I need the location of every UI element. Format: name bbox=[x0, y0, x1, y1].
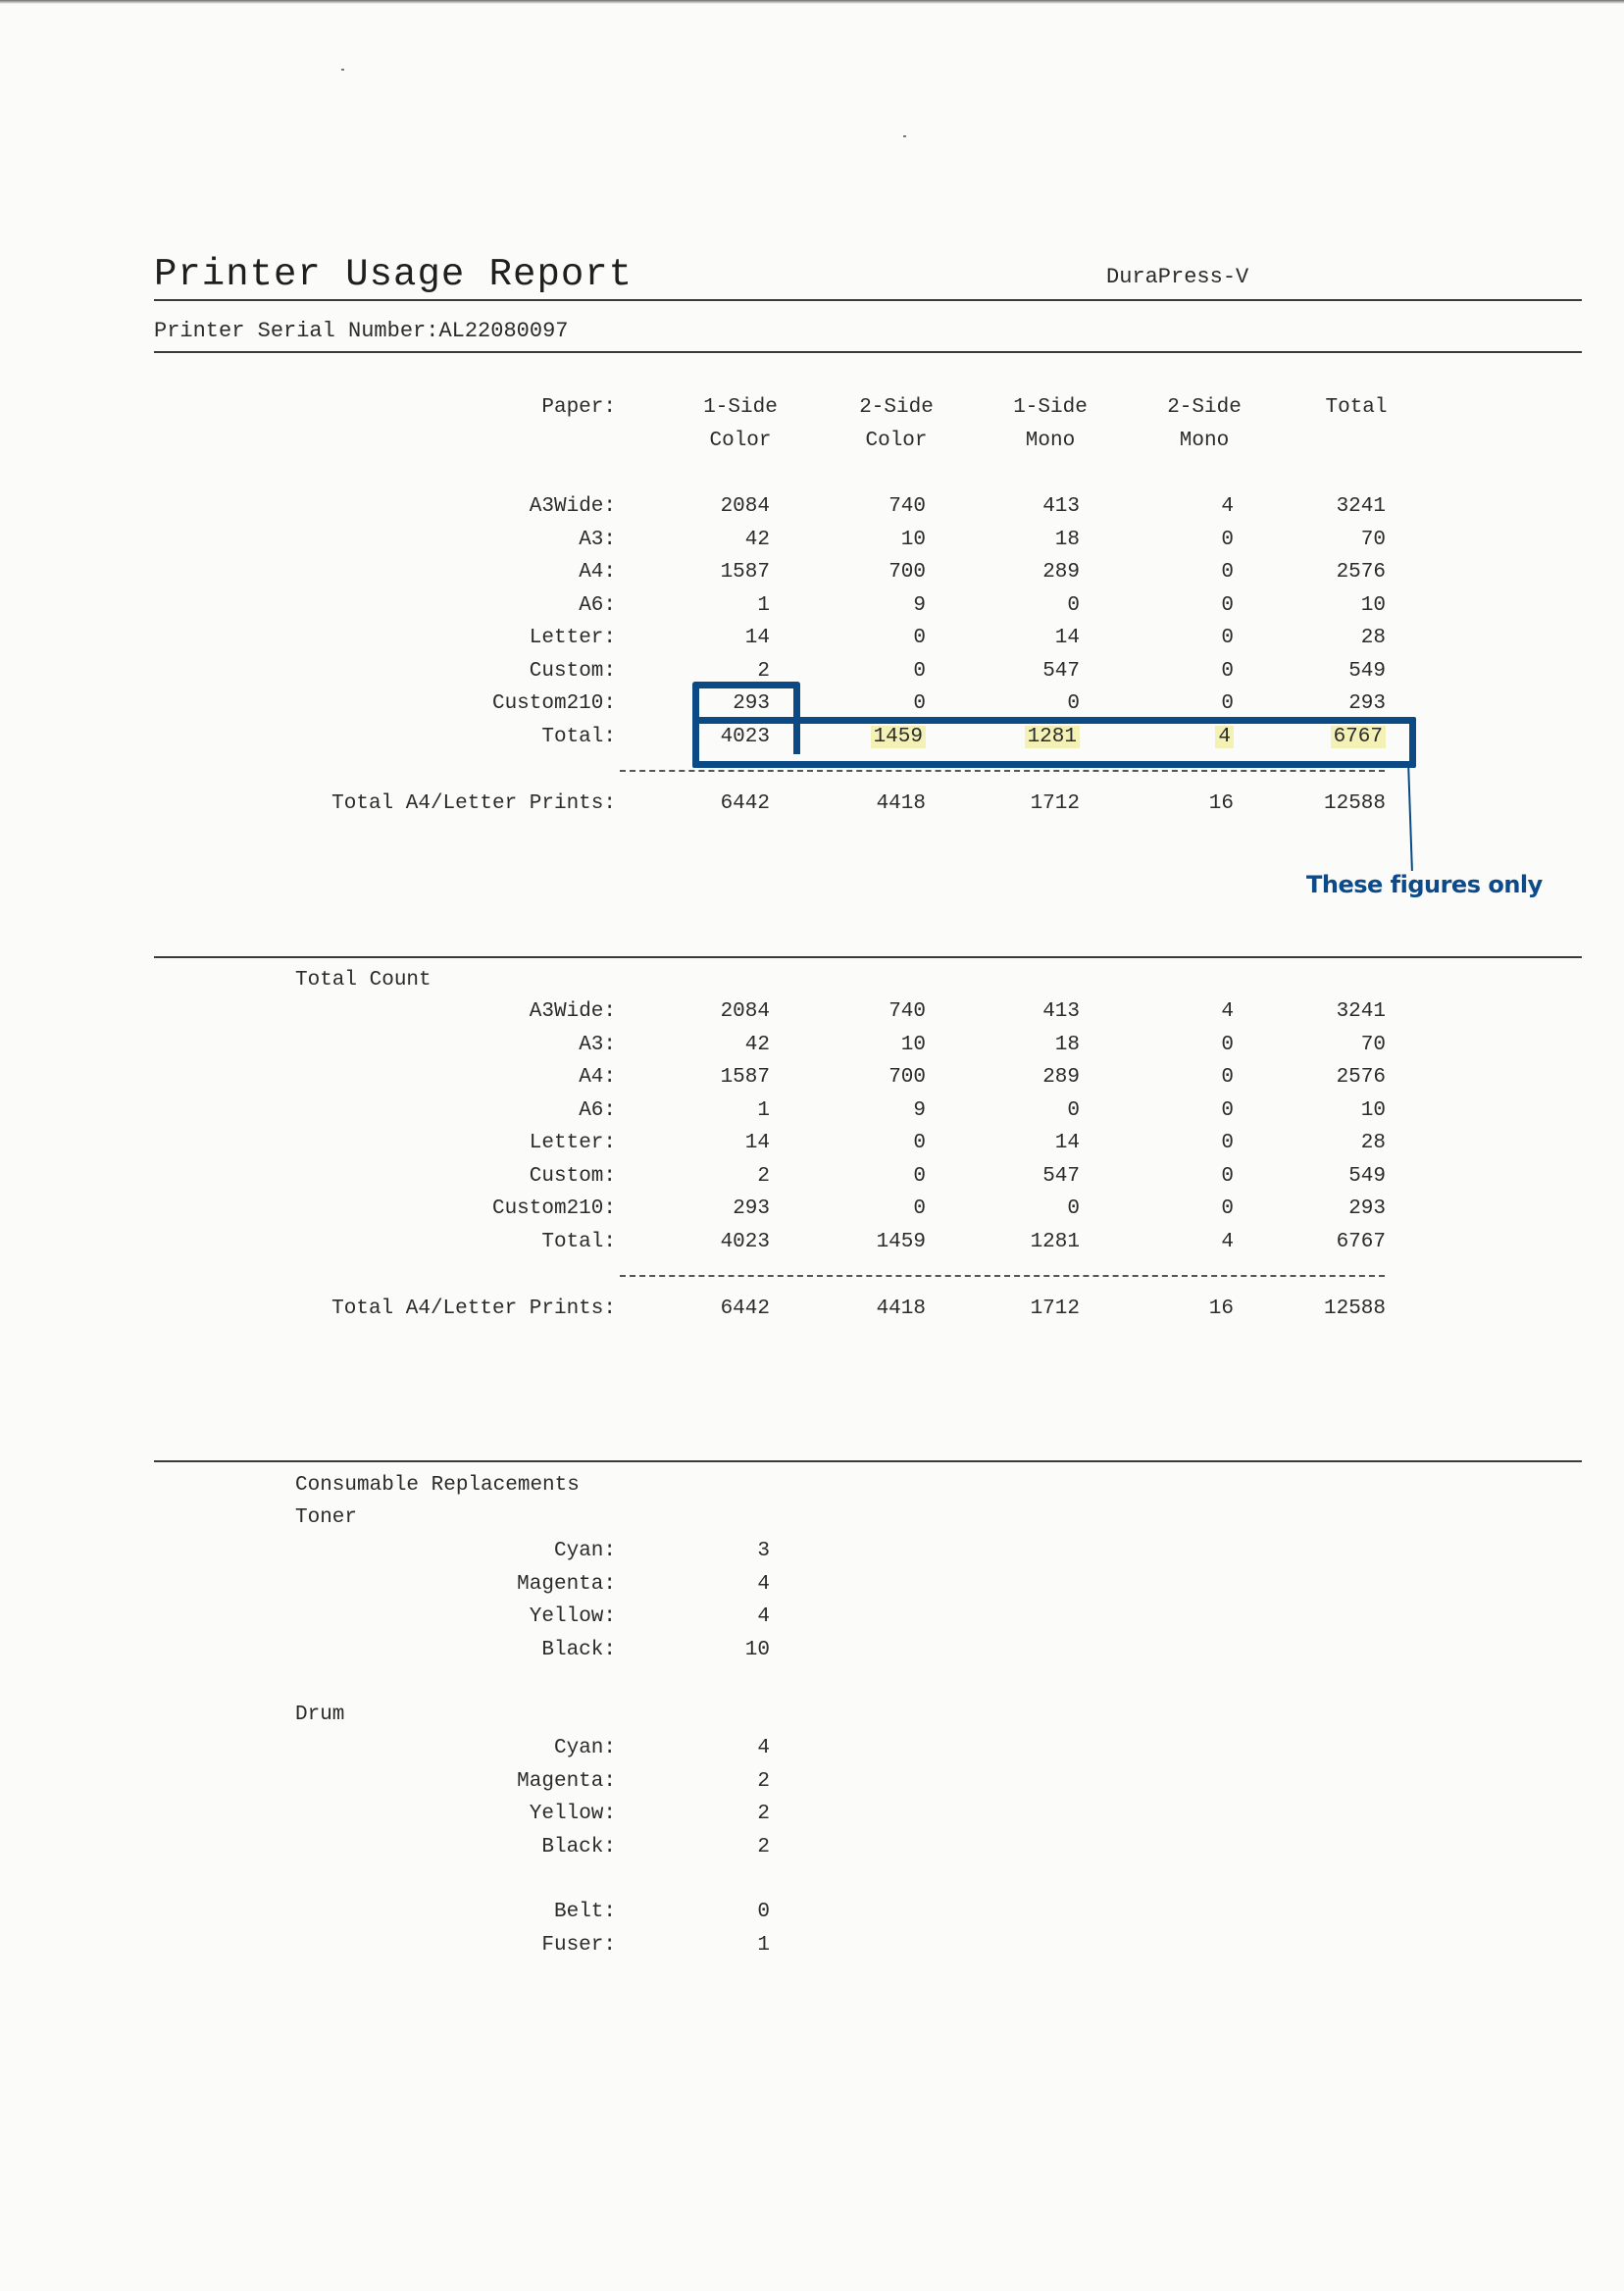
cell-value: 1 bbox=[757, 1098, 770, 1122]
serial-rule bbox=[154, 351, 1582, 353]
table-cell bbox=[1096, 1127, 1234, 1160]
table-cell bbox=[788, 622, 926, 655]
row-label: A3Wide: bbox=[529, 1000, 616, 1023]
consumable-label: Fuser: bbox=[541, 1933, 616, 1957]
cell-value: 740 bbox=[888, 1000, 926, 1023]
cell-value: 0 bbox=[1221, 1164, 1234, 1188]
table-cell bbox=[942, 1160, 1080, 1194]
row-label: Custom210: bbox=[491, 692, 616, 715]
table-cell bbox=[1248, 1095, 1386, 1128]
table-cell bbox=[942, 1029, 1080, 1062]
row-label: Total: bbox=[541, 725, 616, 748]
table-cell bbox=[788, 556, 926, 589]
cell-value: 1281 bbox=[1030, 1230, 1080, 1253]
table-cell bbox=[942, 1193, 1080, 1226]
table-cell bbox=[788, 589, 926, 623]
cell-value: 0 bbox=[913, 1197, 926, 1220]
table-cell bbox=[1096, 589, 1234, 623]
drum-label: Black: bbox=[541, 1835, 616, 1858]
table-cell bbox=[788, 1061, 926, 1095]
table-cell bbox=[942, 655, 1080, 688]
page-top-edge bbox=[0, 0, 1624, 4]
section-rule-consumables bbox=[154, 1460, 1582, 1462]
total-count-heading: Total Count bbox=[295, 969, 431, 992]
table-cell bbox=[1096, 556, 1234, 589]
cell-value: 12588 bbox=[1323, 1298, 1386, 1320]
table-cell bbox=[942, 589, 1080, 623]
cell-value: 2 bbox=[757, 1164, 770, 1188]
cell-value: 3241 bbox=[1336, 495, 1386, 518]
toner-label: Yellow: bbox=[529, 1605, 616, 1628]
consumables-heading: Consumable Replacements bbox=[295, 1474, 580, 1497]
column-header: Color bbox=[709, 430, 772, 452]
table-cell bbox=[1096, 1293, 1234, 1326]
cell-value: 1712 bbox=[1030, 1298, 1080, 1320]
row-label: Custom: bbox=[529, 1164, 616, 1188]
table-cell bbox=[1096, 1095, 1234, 1128]
table-cell bbox=[633, 1765, 770, 1799]
column-header: 1-Side bbox=[703, 396, 778, 419]
table-cell bbox=[633, 995, 770, 1029]
table-cell bbox=[633, 788, 770, 821]
table-cell bbox=[633, 1732, 770, 1765]
column-header: 2-Side bbox=[859, 396, 934, 419]
cell-value: 0 bbox=[1221, 1066, 1234, 1089]
table-cell bbox=[942, 995, 1080, 1029]
cell-value: 6767 bbox=[1336, 1230, 1386, 1253]
table-cell bbox=[1096, 687, 1234, 721]
column-header: Mono bbox=[1179, 430, 1230, 452]
cell-value: 2 bbox=[757, 1803, 770, 1825]
cell-value: 0 bbox=[1221, 528, 1234, 551]
cell-value: 289 bbox=[1042, 561, 1080, 584]
table-cell bbox=[633, 1193, 770, 1226]
cell-value: 0 bbox=[913, 692, 926, 715]
table-cell bbox=[633, 1293, 770, 1326]
table-cell bbox=[788, 1127, 926, 1160]
cell-value: 10 bbox=[1360, 1098, 1386, 1122]
total-a4-label: Total A4/Letter Prints: bbox=[331, 792, 616, 815]
drum-label: Cyan: bbox=[553, 1737, 616, 1759]
cell-value: 4 bbox=[757, 1572, 770, 1596]
table-cell bbox=[788, 1160, 926, 1194]
table-cell bbox=[788, 1193, 926, 1226]
table-cell bbox=[633, 1029, 770, 1062]
column-header: Mono bbox=[1025, 430, 1076, 452]
cell-value: 700 bbox=[888, 561, 926, 584]
serial-number: Printer Serial Number:AL22080097 bbox=[154, 319, 569, 343]
row-label: A6: bbox=[579, 1098, 616, 1122]
table-cell bbox=[633, 1798, 770, 1831]
cell-value: 0 bbox=[913, 659, 926, 683]
cell-value: 14 bbox=[1054, 627, 1080, 649]
table-cell bbox=[1248, 687, 1386, 721]
table-cell bbox=[942, 687, 1080, 721]
cell-value: 6442 bbox=[720, 1298, 770, 1320]
column-header: Color bbox=[865, 430, 928, 452]
cell-value: 0 bbox=[1067, 1197, 1080, 1220]
table-cell bbox=[1248, 524, 1386, 557]
cell-value: 28 bbox=[1360, 1132, 1386, 1154]
table-cell bbox=[1096, 995, 1234, 1029]
table-cell bbox=[633, 1896, 770, 1929]
cell-value: 1587 bbox=[720, 1066, 770, 1089]
table-cell bbox=[1248, 788, 1386, 821]
cell-value: 9 bbox=[913, 593, 926, 617]
toner-label: Cyan: bbox=[553, 1540, 616, 1562]
table-cell bbox=[1248, 655, 1386, 688]
table-cell bbox=[788, 524, 926, 557]
cell-value: 0 bbox=[1221, 692, 1234, 715]
cell-value: 2084 bbox=[720, 1000, 770, 1023]
cell-value: 2 bbox=[757, 1769, 770, 1793]
cell-value: 4418 bbox=[876, 1298, 926, 1320]
cell-value: 0 bbox=[1067, 692, 1080, 715]
annotation-box-totals bbox=[692, 717, 1416, 768]
cell-value: 2084 bbox=[720, 495, 770, 518]
table-cell bbox=[1248, 1127, 1386, 1160]
toner-label: Black: bbox=[541, 1638, 616, 1661]
cell-value: 4023 bbox=[720, 1230, 770, 1253]
drum-label: Yellow: bbox=[529, 1803, 616, 1825]
row-label: A4: bbox=[579, 1066, 616, 1089]
table-cell bbox=[788, 1095, 926, 1128]
cell-value: 12588 bbox=[1323, 792, 1386, 815]
table-cell bbox=[1096, 1061, 1234, 1095]
cell-value: 1459 bbox=[876, 1230, 926, 1253]
row-label: A3: bbox=[579, 528, 616, 551]
table-cell bbox=[788, 995, 926, 1029]
table-cell bbox=[633, 1831, 770, 1864]
table-cell bbox=[942, 556, 1080, 589]
cell-value: 1 bbox=[757, 1933, 770, 1957]
cell-value: 18 bbox=[1054, 528, 1080, 551]
table-cell bbox=[633, 589, 770, 623]
cell-value: 740 bbox=[888, 495, 926, 518]
cell-value: 0 bbox=[1221, 1098, 1234, 1122]
cell-value: 700 bbox=[888, 1066, 926, 1089]
table-cell bbox=[788, 655, 926, 688]
cell-value: 0 bbox=[1221, 627, 1234, 649]
report-title: Printer Usage Report bbox=[154, 253, 634, 296]
table-cell bbox=[633, 1226, 770, 1259]
column-header: 1-Side bbox=[1013, 396, 1088, 419]
cell-value: 293 bbox=[733, 1197, 770, 1220]
cell-value: 2 bbox=[757, 659, 770, 683]
cell-value: 293 bbox=[1348, 692, 1386, 715]
column-header: 2-Side bbox=[1167, 396, 1242, 419]
table-cell bbox=[1248, 995, 1386, 1029]
header-rule bbox=[154, 299, 1582, 301]
cell-value: 547 bbox=[1042, 659, 1080, 683]
annotation-leader-line bbox=[1407, 761, 1413, 871]
table-cell bbox=[942, 490, 1080, 524]
dashed-separator bbox=[620, 1275, 1385, 1277]
column-header: Total bbox=[1325, 396, 1388, 419]
cell-value: 6442 bbox=[720, 792, 770, 815]
table-cell bbox=[1096, 524, 1234, 557]
table-cell bbox=[942, 1061, 1080, 1095]
table-cell bbox=[633, 1601, 770, 1634]
table-cell bbox=[788, 1293, 926, 1326]
cell-value: 9 bbox=[913, 1098, 926, 1122]
cell-value: 1 bbox=[757, 593, 770, 617]
cell-value: 10 bbox=[744, 1638, 770, 1661]
cell-value: 4 bbox=[1215, 726, 1234, 748]
table-cell bbox=[1248, 1293, 1386, 1326]
table-cell bbox=[942, 1127, 1080, 1160]
table-cell bbox=[633, 1929, 770, 1962]
toner-label: Magenta: bbox=[517, 1572, 616, 1596]
cell-value: 4418 bbox=[876, 792, 926, 815]
cell-value: 0 bbox=[913, 1164, 926, 1188]
cell-value: 413 bbox=[1042, 495, 1080, 518]
cell-value: 42 bbox=[744, 1033, 770, 1056]
cell-value: 0 bbox=[913, 1132, 926, 1154]
cell-value: 18 bbox=[1054, 1033, 1080, 1056]
table-cell bbox=[1248, 1193, 1386, 1226]
table-cell bbox=[942, 622, 1080, 655]
consumable-label: Belt: bbox=[553, 1901, 616, 1923]
row-label: Letter: bbox=[529, 627, 616, 649]
table-cell bbox=[1248, 589, 1386, 623]
table-cell bbox=[633, 1061, 770, 1095]
table-cell bbox=[633, 1127, 770, 1160]
cell-value: 10 bbox=[1360, 593, 1386, 617]
cell-value: 0 bbox=[1221, 593, 1234, 617]
drum-heading: Drum bbox=[295, 1704, 345, 1726]
table-cell bbox=[942, 1226, 1080, 1259]
table-cell bbox=[1096, 655, 1234, 688]
cell-value: 14 bbox=[744, 1132, 770, 1154]
total-a4-label: Total A4/Letter Prints: bbox=[331, 1298, 616, 1320]
table-cell bbox=[788, 687, 926, 721]
cell-value: 4023 bbox=[720, 725, 770, 748]
cell-value: 0 bbox=[757, 1901, 770, 1923]
cell-value: 4 bbox=[1221, 1230, 1234, 1253]
annotation-text: These figures only bbox=[1306, 871, 1543, 898]
cell-value: 1587 bbox=[720, 561, 770, 584]
dashed-separator bbox=[620, 770, 1385, 772]
table-cell bbox=[1096, 1029, 1234, 1062]
cell-value: 0 bbox=[1221, 1197, 1234, 1220]
cell-value: 293 bbox=[733, 692, 770, 715]
cell-value: 1712 bbox=[1030, 792, 1080, 815]
table-cell bbox=[788, 1226, 926, 1259]
table-cell bbox=[633, 1568, 770, 1602]
row-label: Custom210: bbox=[491, 1197, 616, 1220]
cell-value: 6767 bbox=[1331, 726, 1386, 748]
table-cell bbox=[1248, 1061, 1386, 1095]
table-cell bbox=[1248, 490, 1386, 524]
cell-value: 0 bbox=[1221, 1033, 1234, 1056]
table-cell bbox=[1096, 1226, 1234, 1259]
table-cell bbox=[633, 1095, 770, 1128]
table-cell bbox=[788, 490, 926, 524]
cell-value: 0 bbox=[913, 627, 926, 649]
table-cell bbox=[942, 1095, 1080, 1128]
cell-value: 4 bbox=[1221, 495, 1234, 518]
table-cell bbox=[1096, 1160, 1234, 1194]
table-cell bbox=[633, 1634, 770, 1667]
cell-value: 42 bbox=[744, 528, 770, 551]
table-cell bbox=[788, 1029, 926, 1062]
cell-value: 16 bbox=[1208, 792, 1234, 815]
cell-value: 2 bbox=[757, 1835, 770, 1858]
cell-value: 28 bbox=[1360, 627, 1386, 649]
cell-value: 1281 bbox=[1025, 726, 1080, 748]
table-cell bbox=[1096, 1193, 1234, 1226]
table-cell bbox=[633, 1160, 770, 1194]
cell-value: 2576 bbox=[1336, 1066, 1386, 1089]
cell-value: 549 bbox=[1348, 1164, 1386, 1188]
scan-speck bbox=[341, 69, 344, 71]
section-rule-total-count bbox=[154, 956, 1582, 958]
table-cell bbox=[788, 788, 926, 821]
table-cell bbox=[1248, 622, 1386, 655]
cell-value: 0 bbox=[1067, 1098, 1080, 1122]
row-label: A3: bbox=[579, 1033, 616, 1056]
table-cell bbox=[1248, 1160, 1386, 1194]
cell-value: 10 bbox=[900, 528, 926, 551]
table-cell bbox=[942, 788, 1080, 821]
table-cell bbox=[633, 524, 770, 557]
toner-heading: Toner bbox=[295, 1506, 358, 1529]
cell-value: 4 bbox=[1221, 1000, 1234, 1023]
table-cell bbox=[1096, 622, 1234, 655]
cell-value: 10 bbox=[900, 1033, 926, 1056]
cell-value: 3 bbox=[757, 1540, 770, 1562]
table-cell bbox=[633, 556, 770, 589]
cell-value: 0 bbox=[1067, 593, 1080, 617]
cell-value: 3241 bbox=[1336, 1000, 1386, 1023]
printer-model: DuraPress-V bbox=[1106, 265, 1249, 289]
table-cell bbox=[633, 490, 770, 524]
table-cell bbox=[1248, 1226, 1386, 1259]
table-cell bbox=[1096, 788, 1234, 821]
cell-value: 0 bbox=[1221, 659, 1234, 683]
cell-value: 70 bbox=[1360, 528, 1386, 551]
table-cell bbox=[942, 1293, 1080, 1326]
cell-value: 4 bbox=[757, 1737, 770, 1759]
table-cell bbox=[942, 524, 1080, 557]
table-cell bbox=[1248, 556, 1386, 589]
cell-value: 14 bbox=[744, 627, 770, 649]
row-label: A6: bbox=[579, 593, 616, 617]
drum-label: Magenta: bbox=[517, 1769, 616, 1793]
table-cell bbox=[633, 1535, 770, 1568]
row-label: Letter: bbox=[529, 1132, 616, 1154]
row-label: A3Wide: bbox=[529, 495, 616, 518]
scan-speck bbox=[903, 135, 906, 137]
table-cell bbox=[1248, 1029, 1386, 1062]
cell-value: 549 bbox=[1348, 659, 1386, 683]
paper-label: Paper: bbox=[541, 396, 616, 419]
cell-value: 547 bbox=[1042, 1164, 1080, 1188]
cell-value: 413 bbox=[1042, 1000, 1080, 1023]
row-label: Total: bbox=[541, 1230, 616, 1253]
cell-value: 4 bbox=[757, 1605, 770, 1628]
table-cell bbox=[633, 622, 770, 655]
cell-value: 1459 bbox=[871, 726, 926, 748]
cell-value: 70 bbox=[1360, 1033, 1386, 1056]
cell-value: 16 bbox=[1208, 1298, 1234, 1320]
cell-value: 0 bbox=[1221, 1132, 1234, 1154]
row-label: A4: bbox=[579, 561, 616, 584]
cell-value: 293 bbox=[1348, 1197, 1386, 1220]
table-cell bbox=[1096, 490, 1234, 524]
cell-value: 289 bbox=[1042, 1066, 1080, 1089]
row-label: Custom: bbox=[529, 659, 616, 683]
cell-value: 0 bbox=[1221, 561, 1234, 584]
cell-value: 2576 bbox=[1336, 561, 1386, 584]
cell-value: 14 bbox=[1054, 1132, 1080, 1154]
